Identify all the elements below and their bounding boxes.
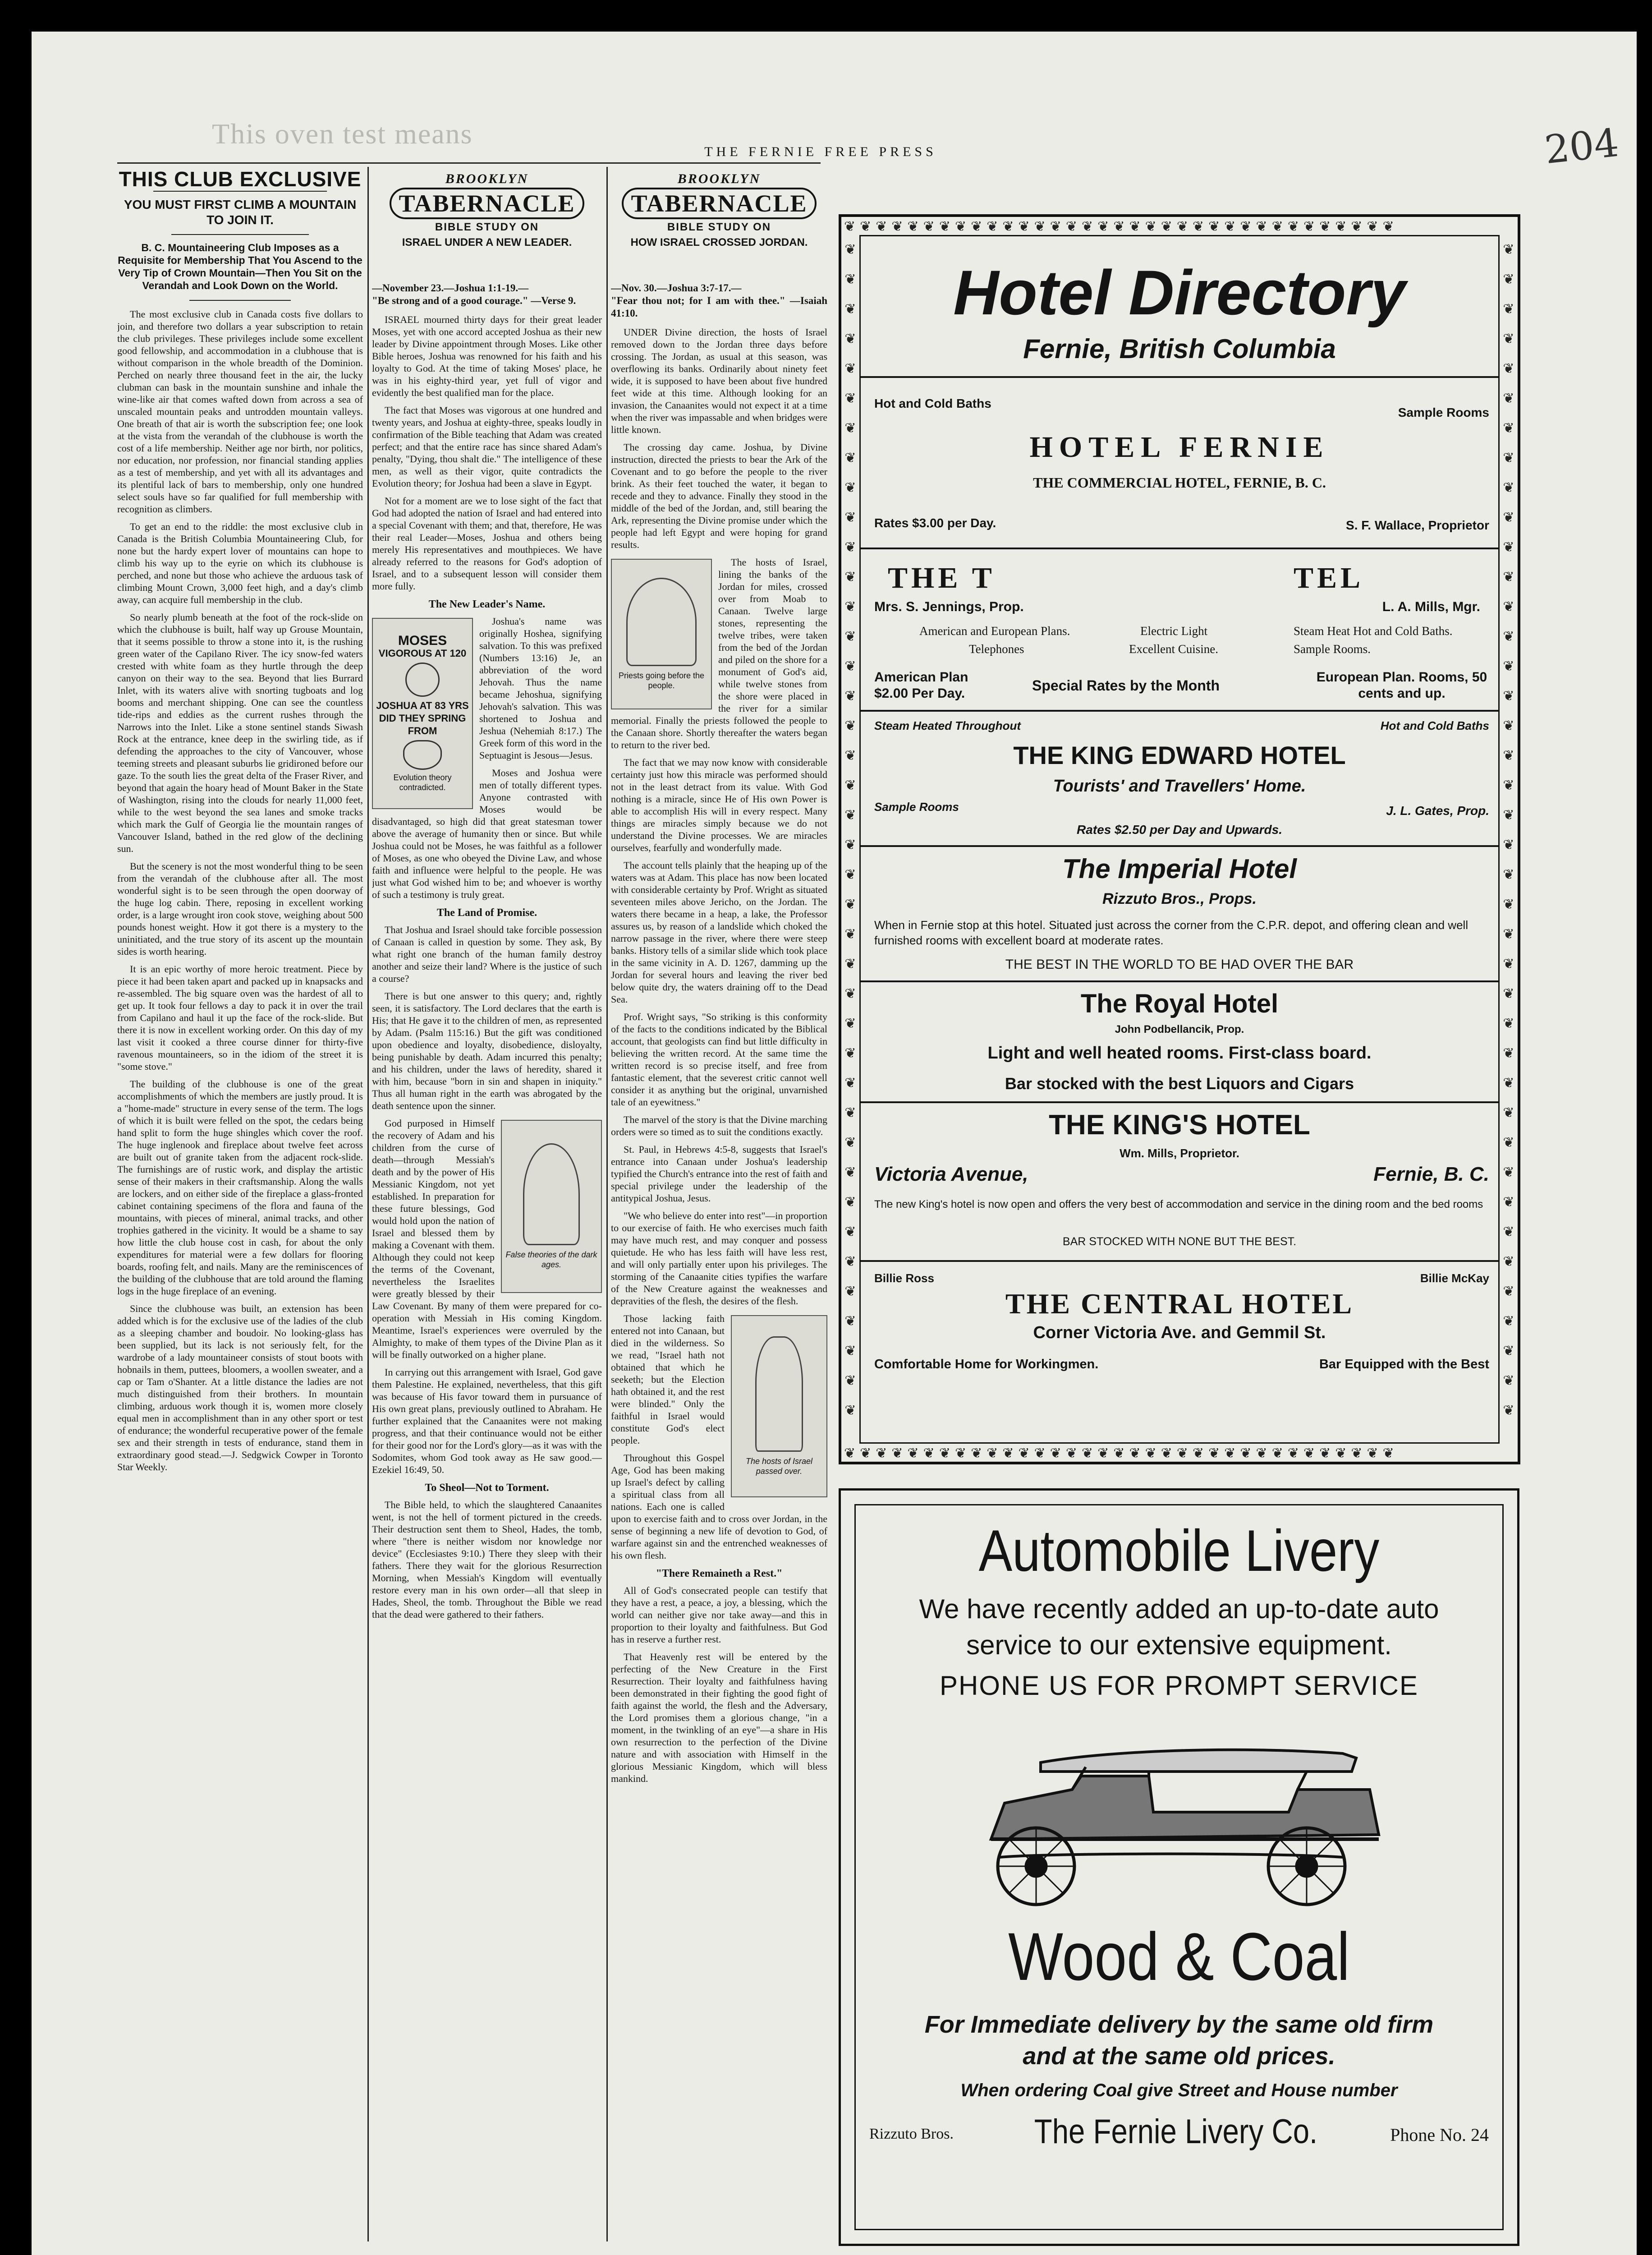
moses-cartoon (372, 618, 473, 809)
central-left-top: Billie Ross (874, 1271, 934, 1285)
lesson-subhead: To Sheol—Not to Torment. (425, 1482, 549, 1494)
club-paragraph: To get an end to the riddle: the most exclusive club in Canada is the British Columbia Mountaineering Club, for none but the hardy expert lover of mountains can hope to climb his way up to the eyrie on which its clubhouse is perched, and none but those who achieve the arduous task of climbing Mount Crown, 3,000 feet high, and a day's climb away, can acquire full membership in the club. (117, 521, 363, 605)
king-edward-rates: Rates $2.50 per Day and Upwards. (1077, 823, 1282, 837)
cartoon-caption: Priests going before the people. (618, 671, 705, 690)
kings-right: Fernie, B. C. (1373, 1163, 1489, 1185)
club-subhead: YOU MUST FIRST CLIMB A MOUNTAIN TO JOIN IT. (124, 198, 357, 227)
king-edward-tagline: Tourists' and Travellers' Home. (1053, 777, 1306, 796)
lesson-paragraph: Throughout this Gospel Age, God has been making up Israel's defect by calling a spiritual class from all nations. Each one is called upon to exercise faith and to cross over Jordan, in the sense of beginning a new life of devotion to God, of warfare against sin and the entrenched weaknesses of his own flesh. (611, 1452, 827, 1561)
kings-left: Victoria Avenue, (874, 1163, 1028, 1185)
todd-feature: Steam Heat Hot and Cold Baths. (1294, 624, 1453, 638)
hotel-directory-inner (859, 235, 1500, 1444)
livery-phone: Phone No. 24 (1390, 2125, 1489, 2145)
club-paragraph: So nearly plumb beneath at the foot of the rock-slide on which the clubhouse is built, half way up Grouse Mountain, that it seems possible to throw a stone into it, is the rushing green water of the Capilano River. The icy snow-fed waters crested with white foam as they hurtle through the deep canyon on their way to the sea. Beyond that lies Burrard Inlet, with its waters alive with snorting tugboats and log booms and merchant shipping. One can see the countless tide-rips and eddies as the current rushes through the Narrows into the Inlet. Like a stone sentinel stands Siwash Rock at the entrance, knee deep in the swirling tide, as if defending the approaches to the city of Vancouver, whose teeming streets and pleasant suburbs lie gridironed before our gaze. To the south lies the great delta of the Fraser River, and beyond that again the hoary head of Mount Baker in the State of Washington, rising into the clouds for nearly 11,000 feet, while to the west beyond the sea lanes and smoke tracks which mark the Gulf of Georgia lie the mountain ranges of Vancouver Island, bathed in the red glow of the declining sun. (117, 612, 363, 854)
cartoon-caption: False theories of the dark ages. (505, 1250, 597, 1269)
moses-figure-icon (405, 663, 440, 697)
royal-line2: Bar stocked with the best Liquors and Cigars (1005, 1074, 1354, 1093)
touring-car-illustration (937, 1722, 1410, 1911)
cartoon-text: JOSHUA AT 83 YRS (376, 700, 469, 711)
fernie-right-top: Sample Rooms (1398, 405, 1489, 419)
livery-line5: and at the same old prices. (1023, 2043, 1335, 2070)
todd-feature: Electric Light (1140, 624, 1208, 638)
cartoon-text: DID THEY SPRING FROM (379, 713, 466, 736)
logo-brooklyn: BROOKLYN (445, 171, 529, 186)
central-name: THE CENTRAL HOTEL (1005, 1288, 1354, 1320)
todd-prop-left: Mrs. S. Jennings, Prop. (874, 599, 1024, 614)
todd-prop-right: L. A. Mills, Mgr. (1382, 599, 1480, 614)
club-deck: B. C. Mountaineering Club Imposes as a Requisite for Membership That You Ascend to the Very Tip of Crown Mountain—Then You Sit on the Verandah and Look Down on the World. (118, 242, 363, 291)
imperial-description: When in Fernie stop at this hotel. Situated just across the corner from the C.P.R. depot, and offering clean and well furnished rooms with excellent board at moderate rates. (874, 918, 1468, 947)
cartoon-text: MOSES (398, 633, 447, 648)
header-rule (117, 162, 821, 164)
central-right: Bar Equipped with the Best (1319, 1357, 1489, 1371)
todd-american-plan: American Plan $2.00 Per Day. (874, 670, 968, 701)
kings-name: THE KING'S HOTEL (1049, 1109, 1310, 1141)
logo-bible-study: BIBLE STUDY ON (667, 221, 771, 233)
section-rule (861, 1101, 1498, 1103)
king-edward-right: J. L. Gates, Prop. (1386, 804, 1489, 818)
lesson-paragraph: Prof. Wright says, "So striking is this conformity of the facts to the conditions indicated by the Biblical account, that geologists can find but little difficulty in believing the written record. At the same time the written record is so precise itself, and free from fantastic element, that the severest critic cannot well consider it as anything but the original, unvarnished tale of an eyewitness." (611, 1011, 827, 1108)
tabernacle-logo (372, 171, 602, 249)
lesson-subhead: The New Leader's Name. (428, 598, 546, 610)
king-edward-right-top: Hot and Cold Baths (1380, 719, 1489, 732)
livery-firm: The Fernie Livery Co. (1034, 2112, 1318, 2151)
lesson-paragraph: That Heavenly rest will be entered by the perfecting of the New Creature in the First Resurrection. Their loyalty and faithfulness having been demonstrated in their fighting the good fight of faith against the world, the flesh and the Adversary, the Lord promises them a glorious change, "in a moment, in the twinkling of an eye"—a share in His own resurrection to the perfection of the Divine nature and with association with Himself in the glorious Messianic Kingdom, which will bless mankind. (611, 1651, 827, 1784)
lesson-paragraph: UNDER Divine direction, the hosts of Israel removed down to the Jordan three days before crossing. The Jordan, as usual at this season, was overflowing its banks. Ordinarily about ninety feet wide, it is supposed to have been about five hundred feet wide at this time. Although looking for an invasion, the Canaanites would not expect it at a time when the river was impassable and when bridges were little known. (611, 327, 827, 435)
lesson-paragraph: St. Paul, in Hebrews 4:5-8, suggests that Israel's entrance into Canaan under Joshua's leadership typified the Church's entrance into the rest of faith and special privilege under the leadership of the antitypical Joshua, Jesus. (611, 1144, 827, 1204)
lesson-paragraph: That Joshua and Israel should take forcible possession of Canaan is called in question by some. They ask, By what right one branch of the human family destroy another and seize their land? Where is the justice of such a course? (372, 924, 602, 984)
hotel-fernie-name: HOTEL FERNIE (1029, 431, 1330, 464)
livery-firm-left: Rizzuto Bros. (869, 2126, 954, 2142)
soldier-figure-icon (755, 1336, 803, 1452)
ark-figure-icon (626, 578, 697, 666)
dark-ages-cartoon (501, 1120, 602, 1293)
column-rule (367, 167, 369, 2241)
section-rule (861, 980, 1498, 982)
hotel-directory-ad (839, 214, 1520, 1464)
club-paragraph: The most exclusive club in Canada costs five dollars to join, and therefore two dollars a year subscription to retain the club privileges. These privileges include some excellent good fellowship, and accommodation in a clubhouse that is without comparison in the whole breadth of the Dominion. Perched on nearly three thousand feet in the air, the lucky clubman can bask in the mountain sunshine and inhale the wine-like air that comes wafted down from across a sea of unscaled mountain peaks and untrodden mountain valleys. One breath of that air is worth the subscription fee; one look at the vista from the verandah of the clubhouse is worth the cost of a life membership. Neither age nor birth, nor politics, nor education, nor profession, nor financial standing applies as a test of membership, and yet with all its advantages and its plentiful lack of bars to membership, only one hundred select souls have so far qualified for full membership with recognition as climbers. (117, 308, 363, 515)
todd-feature: Excellent Cuisine. (1129, 642, 1218, 656)
logo-tabernacle: TABERNACLE (622, 188, 816, 219)
tabernacle-a-text (372, 282, 602, 2244)
livery-inner (854, 1504, 1504, 2230)
livery-line1: We have recently added an up-to-date auto (919, 1594, 1439, 1624)
hosts-cartoon (731, 1315, 827, 1497)
lesson-paragraph: "We who believe do enter into rest"—in proportion to our exercise of faith. He who exercises much faith may have much rest, and may conquer and possess quietude. He who has less faith will have less rest, and will only partially enter upon his privileges. The storming of the Canaanite cities typifies the warfare of the New Creature against the weaknesses and depravities of the flesh, the desires of the flesh. (611, 1210, 827, 1307)
deck-rule (189, 300, 291, 301)
lesson-paragraph: The fact that we may now know with considerable certainty just how this miracle was performed should not in the least detract from its value. With God nothing is a miracle, since He of His own Power is able to accomplish His will in every respect. Many things are miracles simply because we do not understand the Divine processes. We are miracles ourselves, fearfully and wonderfully made. (611, 757, 827, 853)
section-rule (861, 1260, 1498, 1262)
logo-tabernacle: TABERNACLE (390, 188, 584, 219)
lesson-paragraph: The account tells plainly that the heaping up of the waters was at Adam. This place has now been located with considerable certainty by Prof. Wright as situated seventeen miles above Jericho, on the Jordan. The waters there became in a heap, a lake, the Professor assures us, by reason of a landslide which choked the narrow passage in the river, where there were steep banks. History tells of a similar slide which took place in the same vicinity in A. D. 1267, damming up the Jordan for several hours and leaving the river bed below quite dry, the waters draining off to the Dead Sea. (611, 860, 827, 1005)
todd-feature: American and European Plans. (919, 624, 1070, 638)
subhead-rule (171, 234, 309, 235)
todd-name-right: TEL (1294, 561, 1364, 594)
showthrough-text: This oven test means (212, 118, 473, 150)
club-paragraph: The building of the clubhouse is one of the great accomplishments of which the members are justly proud. It is a "home-made" structure in every sense of the term. The logs of which it is built were felled on the spot, the cedars being hand split to form the huge shingles which cover the roof. The huge inglenook and fireplace about twelve feet across are built out of granite taken from the adjacent rock-slide. The furnishings are of rustic work, and display the artistic sense of their makers in their craftsmanship. Along the walls are lockers, and on either side of the fireplace a glass-fronted cabinet containing specimens of the flora and fauna of the mountains, with pieces of mineral, animal tracks, and other trophies gathered in the vicinity. It would be a shame to say how little the club house cost in cash, for about the only expenditures for material were a few dollars for flooring boards, roofing felt, and nails. Many are the reminiscences of the building of the clubhouse that are told around the flaming logs in the huge fireplace of an evening. (117, 1078, 363, 1297)
central-left: Comfortable Home for Workingmen. (874, 1357, 1099, 1371)
section-rule (861, 845, 1498, 847)
club-paragraph: Since the clubhouse was built, an extension has been added which is for the exclusive use of the ladies of the club as a sleeping chamber and boudoir. No looking-glass has been supplied, but its lack is not seriously felt, for the wardrobe of a lady mountaineer consists of stout boots with hobnails in them, puttees, bloomers, a woollen sweater, and a cap or Tam o'Shanter. At a little distance the ladies are not much distinguished from their brothers. In mountain climbing, arduous work though it is, women more closely equal men in accomplishment than in any other sport or test of endurance; the wonderful recuperative power of the female sex and their strength in tests of endurance, stand them in extraordinary good stead.—J. Sedgwick Cowper in Toronto Star Weekly. (117, 1303, 363, 1473)
ornamental-border-left: ❦ ❦ ❦ ❦ ❦ ❦ ❦ ❦ ❦ ❦ ❦ ❦ ❦ ❦ ❦ ❦ ❦ ❦ ❦ ❦ ❦ ❦ ❦ ❦ ❦ ❦ ❦ ❦ ❦ ❦ ❦ ❦ ❦ ❦ ❦ ❦ ❦ ❦ ❦ ❦ (844, 242, 856, 1418)
todd-feature: Telephones (969, 642, 1024, 656)
lesson-paragraph: ISRAEL mourned thirty days for their great leader Moses, yet with one accord accepted Joshua as their new leader by Divine appointment through Moses. Like other Bible heroes, Joshua was renowned for his faith and his loyalty to God. At the time of taking Moses' place, he was in his eighty-third year, yet full of vigor and evidently the best qualified man for the place. (372, 314, 602, 398)
king-edward-left: Sample Rooms (874, 800, 959, 814)
club-headline: THIS CLUB EXCLUSIVE (119, 167, 362, 191)
lesson-paragraph: There is but one answer to this query; and, rightly seen, it is satisfactory. The Lord declares that the earth is His; that He gave it to the children of men, as represented by Adam. (Psalm 115:16.) But the gift was conditioned upon obedience and loyalty, disobedience, disloyalty, being punishable by death. Adam incurred this penalty; and his children, under the laws of heredity, shared it with him, because "born in sin and shapen in iniquity." Thus all human right in the earth was abrogated by the death sentence upon the sinner. (372, 990, 602, 1111)
wood-coal-heading: Wood & Coal (1008, 1919, 1350, 1994)
lesson-paragraph: God purposed in Himself the recovery of Adam and his children from the curse of death—through Messiah's death and by the power of His Messianic Kingdom, not yet established. In preparation for these future blessings, God would hold upon the nation of Israel and blessed them by making a Covenant with them. Although they could not keep the terms of the Covenant, nevertheless the Israelites were greatly blessed by their Law Covenant. By many of them were prepared for co-operation with Messiah in His coming Kingdom. Meantime, Israel's experiences were overruled by the Almighty, to make of them types of the Divine Plan as it will be finally outworked on a higher plane. (372, 1118, 602, 1360)
lesson-paragraph: The Bible held, to which the slaughtered Canaanites went, is not the hell of torment pictured in the creeds. Their destruction sent them to Sheol, Hades, the tomb, where "there is neither wisdom nor knowledge nor device" (Ecclesiastes 9:10.) There they sleep with their fathers. There they wait for the glorious Resurrection Morning, when Messiah's Kingdom will eventually restore every man in his own order—all that sleep in Hades, Sheol, the tomb. Throughout the Bible we read that the dead were gathered to their fathers. (372, 1499, 602, 1620)
ornamental-border-bottom: ❦❦❦❦❦❦❦❦❦❦❦❦❦❦❦❦❦❦❦❦❦❦❦❦❦❦❦❦❦❦❦❦❦❦❦ (844, 1445, 1399, 1460)
fernie-left-top: Hot and Cold Baths (874, 396, 991, 410)
lesson-paragraph: The crossing day came. Joshua, by Divine instruction, directed the priests to bear the Ark of the Covenant and to go before the people to the river brink. As their feet touched the water, it began to recede and they to advance. Finally they stood in the middle of the bed of the Jordan, and, still bearing the Ark, representing the Divine promise under which the people had left Egypt and were hoping for grand results. (611, 442, 827, 550)
todd-european-plan: European Plan. Rooms, 50 cents and up. (1316, 670, 1487, 701)
livery-line2: service to our extensive equipment. (966, 1630, 1392, 1660)
kings-prop: Wm. Mills, Proprietor. (1120, 1146, 1239, 1160)
demon-figure-icon (523, 1143, 580, 1245)
club-paragraph: It is an epic worthy of more heroic treatment. Piece by piece it had been taken apart and packed up in knapsacks and re-assembled. The big square oven was the hardest of all to get up. It took four fellows a day to pack it in over the trail from Capilano and haul it up the face of the rock-slide. But there it is now in excellent working order. On this day of my last visit it cooked a three course dinner for thirty-five ravenous mountaineers, so in the idiom of the street it is "some stove." (117, 963, 363, 1072)
todd-feature: Sample Rooms. (1294, 642, 1371, 656)
section-rule (861, 710, 1498, 712)
section-rule (861, 548, 1498, 549)
royal-name: The Royal Hotel (1080, 989, 1279, 1018)
golden-text: "Be strong and of a good courage." —Verse 9. (372, 295, 576, 306)
automobile-livery-ad (839, 1488, 1519, 2246)
directory-title: Hotel Directory (953, 257, 1406, 328)
lesson-date: —Nov. 30.—Joshua 3:7-17.— (611, 282, 742, 294)
ornamental-border-right: ❦ ❦ ❦ ❦ ❦ ❦ ❦ ❦ ❦ ❦ ❦ ❦ ❦ ❦ ❦ ❦ ❦ ❦ ❦ ❦ ❦ ❦ ❦ ❦ ❦ ❦ ❦ ❦ ❦ ❦ ❦ ❦ ❦ ❦ ❦ ❦ ❦ ❦ ❦ ❦ (1503, 242, 1514, 1418)
ape-figure-icon (403, 740, 442, 770)
golden-text: "Fear thou not; for I am with thee." —Isaiah 41:10. (611, 295, 827, 319)
royal-line1: Light and well heated rooms. First-class board. (987, 1044, 1372, 1063)
kings-bar: BAR STOCKED WITH NONE BUT THE BEST. (1062, 1235, 1297, 1248)
lesson-tagline: HOW ISRAEL CROSSED JORDAN. (630, 236, 808, 249)
livery-line6: When ordering Coal give Street and House number (960, 2080, 1398, 2100)
lesson-subhead: "There Remaineth a Rest." (656, 1568, 783, 1579)
livery-line3: PHONE US FOR PROMPT SERVICE (940, 1671, 1418, 1701)
logo-brooklyn: BROOKLYN (677, 171, 761, 186)
central-right-top: Billie McKay (1420, 1271, 1489, 1285)
lesson-paragraph: The fact that Moses was vigorous at one hundred and twenty years, and Joshua at eighty-three, speaks loudly in confirmation of the Bible teaching that Adam was created perfect; and that the entire race has since shared Adam's penalty, "Dying, thou shalt die." The intelligence of these men, as well as their vigor, quite contradicts the Evolution theory; for Joshua had been a slave in Egypt. (372, 405, 602, 489)
hotel-fernie-rates: Rates $3.00 per Day. (874, 516, 996, 530)
todd-special-rates: Special Rates by the Month (1032, 677, 1220, 694)
hotel-fernie-line: THE COMMERCIAL HOTEL, FERNIE, B. C. (1033, 474, 1326, 491)
priests-cartoon (611, 559, 712, 709)
tabernacle-b-text (611, 282, 827, 2244)
lesson-paragraph: In carrying out this arrangement with Israel, God gave them Palestine. He explained, nevertheless, that this gift was because of His favor toward them in pursuance of His own great plans, previously outlined to Abraham. He further explained that the Canaanites were not making progress, and that their continuance would not be either for their good nor for the Lord's glory—as it was with the Sodomites, whom God took away as He saw good.—Ezekiel 16:49, 50. (372, 1367, 602, 1475)
central-address: Corner Victoria Ave. and Gemmil St. (1033, 1323, 1326, 1342)
cartoon-caption: Evolution theory contradicted. (393, 773, 452, 792)
lesson-paragraph: The marvel of the story is that the Divine marching orders were so timed as to suit the conditions exactly. (611, 1114, 827, 1137)
lesson-paragraph: The hosts of Israel, lining the banks of the Jordan for miles, crossed over from Moab to Canaan. Twelve large stones, representing the twelve tribes, were taken from the bed of the Jordan and piled on the shore for a monument of God's aid, while twelve stones from the shore were placed in the river for a similar memorial. Finally the priests followed the people to the Canaan shore. Shortly thereafter the waters began to return to the river bed. (611, 557, 827, 750)
hotel-fernie-proprietor: S. F. Wallace, Proprietor (1346, 518, 1489, 532)
kings-description: The new King's hotel is now open and offers the very best of accommodation and service in the dining room and the bed rooms (874, 1198, 1483, 1210)
page-note: 204 (1542, 120, 1621, 173)
cartoon-text: VIGOROUS AT 120 (378, 648, 467, 659)
lesson-paragraph: All of God's consecrated people can testify that they have a rest, a peace, a joy, a blessing, which the world can neither give nor take away—and this in proportion to their loyalty and faithfulness. But God has in reserve a further rest. (611, 1585, 827, 1645)
king-edward-name: THE KING EDWARD HOTEL (1013, 741, 1346, 769)
club-paragraph: But the scenery is not the most wonderful thing to be seen from the verandah of the clubhouse after all. The most wonderful sight is to be seen through the open doorway of the huge log cabin. There, reposing in excellent working order, is a large wrought iron cook stove, weighing about 500 pounds honest weight. How it got there is a mystery to the uninitiated, and the true story of its ascent up the mountain sides is worth hearing. (117, 861, 363, 957)
ornamental-border-top: ❦❦❦❦❦❦❦❦❦❦❦❦❦❦❦❦❦❦❦❦❦❦❦❦❦❦❦❦❦❦❦❦❦❦❦ (844, 219, 1399, 233)
imperial-name: The Imperial Hotel (1062, 854, 1297, 884)
king-edward-left-top: Steam Heated Throughout (874, 719, 1021, 732)
headline-rule (153, 191, 327, 192)
club-article (117, 167, 363, 2246)
lesson-tagline: ISRAEL UNDER A NEW LEADER. (402, 236, 572, 249)
tabernacle-logo (611, 171, 827, 249)
section-rule (861, 376, 1498, 378)
newspaper-page (32, 32, 1637, 2255)
imperial-props: Rizzuto Bros., Props. (1102, 890, 1257, 907)
logo-bible-study: BIBLE STUDY ON (435, 221, 539, 233)
lesson-paragraph: Moses and Joshua were men of totally different types. Anyone contrasted with Moses would be disadvantaged, so high did that great statesman tower above the average of humanity then or since. But while Joshua could not be Moses, he was faithful as a follower of Moses, as one who obeyed the Divine Law, and whose faith and influence were helpful to the people. He was just what God wished him to be; and whoever is worthy of such a testimony is truly great. (372, 767, 602, 900)
lesson-paragraph: Not for a moment are we to lose sight of the fact that God had adopted the nation of Israel and had entered into a special Covenant with them; and that, therefore, He was their real Leader—Moses, Joshua and others being merely His representatives and mouthpieces. We have already referred to the reasons for God's adoption of Israel, and to a subsequent lesson will consider them more fully. (372, 495, 602, 592)
lesson-paragraph: Those lacking faith entered not into Canaan, but died in the wilderness. So we read, "Israel hath not obtained that which he seeketh; but the Election hath obtained it, and the rest were blinded." Only the faithful in Israel would constitute God's elect people. (611, 1313, 725, 1446)
cartoon-caption: The hosts of Israel passed over. (745, 1457, 813, 1476)
livery-title: Automobile Livery (978, 1518, 1380, 1583)
royal-prop: John Podbellancik, Prop. (1115, 1023, 1244, 1035)
column-rule (606, 167, 608, 2241)
lesson-date: —November 23.—Joshua 1:1-19.— (372, 282, 529, 294)
paper-name: THE FERNIE FREE PRESS (704, 144, 937, 159)
imperial-slogan: THE BEST IN THE WORLD TO BE HAD OVER THE BAR (1005, 957, 1354, 972)
directory-subtitle: Fernie, British Columbia (1023, 334, 1336, 364)
livery-line4: For Immediate delivery by the same old firm (924, 2011, 1434, 2038)
lesson-subhead: The Land of Promise. (436, 907, 537, 919)
todd-name-left: THE T (888, 561, 996, 594)
lesson-paragraph: Joshua's name was originally Hoshea, signifying salvation. To this was prefixed (Numbers 13:16) Je, an abbreviation of the word Jehovah. Thus the name became Jehoshua, signifying Jehovah's salvation. This was shortened to Joshua and Jeshua (Nehemiah 8:17.) The Greek form of this word in the Septuagint is Jesous—Jesus. (479, 616, 602, 761)
